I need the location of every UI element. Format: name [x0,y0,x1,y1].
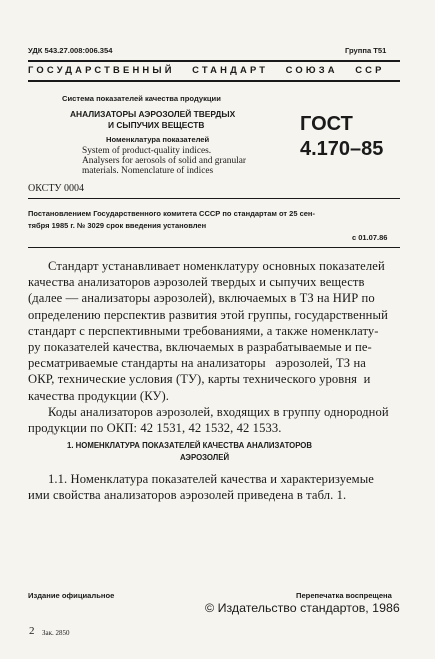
group-code: Группа Т51 [345,46,387,55]
page-number: 2 [29,625,35,637]
paragraph-line: качества продукции (КУ). [28,388,170,403]
english-line: System of product-quality indices. [82,146,212,156]
publisher-copyright: © Издательство стандартов, 1986 [205,601,400,615]
section-1-paragraph [28,471,404,503]
section-heading-2: АЭРОЗОЛЕЙ [180,453,230,462]
title-line-1: АНАЛИЗАТОРЫ АЭРОЗОЛЕЙ ТВЕРДЫХ [70,109,236,119]
decree-line-1: Постановлением Государственного комитета СССР по стандартам от 25 сен- [28,209,315,218]
paragraph-line: 1.1. Номенклатура показателей качества и характеризуемые [48,472,374,486]
gost-label: ГОСТ [300,113,353,135]
header-top-rule [28,60,400,62]
gost-number: 4.170–85 [300,138,384,160]
paragraph-line: Стандарт устанавливает номенклатуру основных показателей [48,259,385,273]
paragraph-line: качества анализаторов аэрозолей твердых и сыпучих веществ [28,275,365,290]
paragraph-1 [28,258,404,404]
decree-rule [28,247,400,248]
decree-line-2: тября 1985 г. № 3029 срок введения установлен [28,221,207,230]
paragraph-line: ОКР, технические условия (ТУ), карты технического уровня и [28,372,371,387]
okstu-code: ОКСТУ 0004 [28,183,85,194]
title-line-2: И СЫПУЧИХ ВЕЩЕСТВ [108,120,205,130]
order-number: Зак. 2850 [42,629,70,637]
system-line: Система показателей качества продукции [62,94,221,103]
title-bottom-rule [28,198,400,199]
paragraph-line: ресматриваемые стандарты на анализаторы аэрозолей, ТЗ на [28,356,366,371]
official-edition: Издание официальное [28,591,115,600]
reprint-forbidden: Перепечатка воспрещена [296,591,392,600]
nomenclature-ru: Номенклатура показателей [106,135,210,144]
udk-code: УДК 543.27.008:006.354 [28,46,113,55]
paragraph-line: Коды анализаторов аэрозолей, входящих в группу однородной [48,405,389,419]
english-line: materials. Nomenclature of indices [82,166,214,177]
paragraph-line: продукции по ОКП: 42 1531, 42 1532, 42 1533. [28,421,282,435]
english-line: Analysers for aerosols of solid and granular [82,156,247,167]
standard-title: ГОСУДАРСТВЕННЫЙ СТАНДАРТ СОЮЗА ССР [28,64,385,75]
decree-date: с 01.07.86 [352,233,388,242]
english-title [82,146,246,177]
paragraph-2 [28,404,404,436]
header-bottom-rule [28,80,400,82]
paragraph-line: определению перспектив развития этой группы, государственный [28,307,388,322]
paragraph-line: ими свойства анализаторов аэрозолей приведена в табл. 1. [28,488,347,502]
paragraph-line: ру показателей качества, включаемых в разрабатываемые и пе- [28,340,372,355]
paragraph-line: (далее — анализаторы аэрозолей), включаемых в ТЗ на НИР по [28,291,375,306]
section-heading-1: 1. НОМЕНКЛАТУРА ПОКАЗАТЕЛЕЙ КАЧЕСТВА АНАЛИЗАТОРОВ [67,441,313,450]
paragraph-line: стандарт с перспективными требованиями, а также номенклату- [28,323,379,338]
